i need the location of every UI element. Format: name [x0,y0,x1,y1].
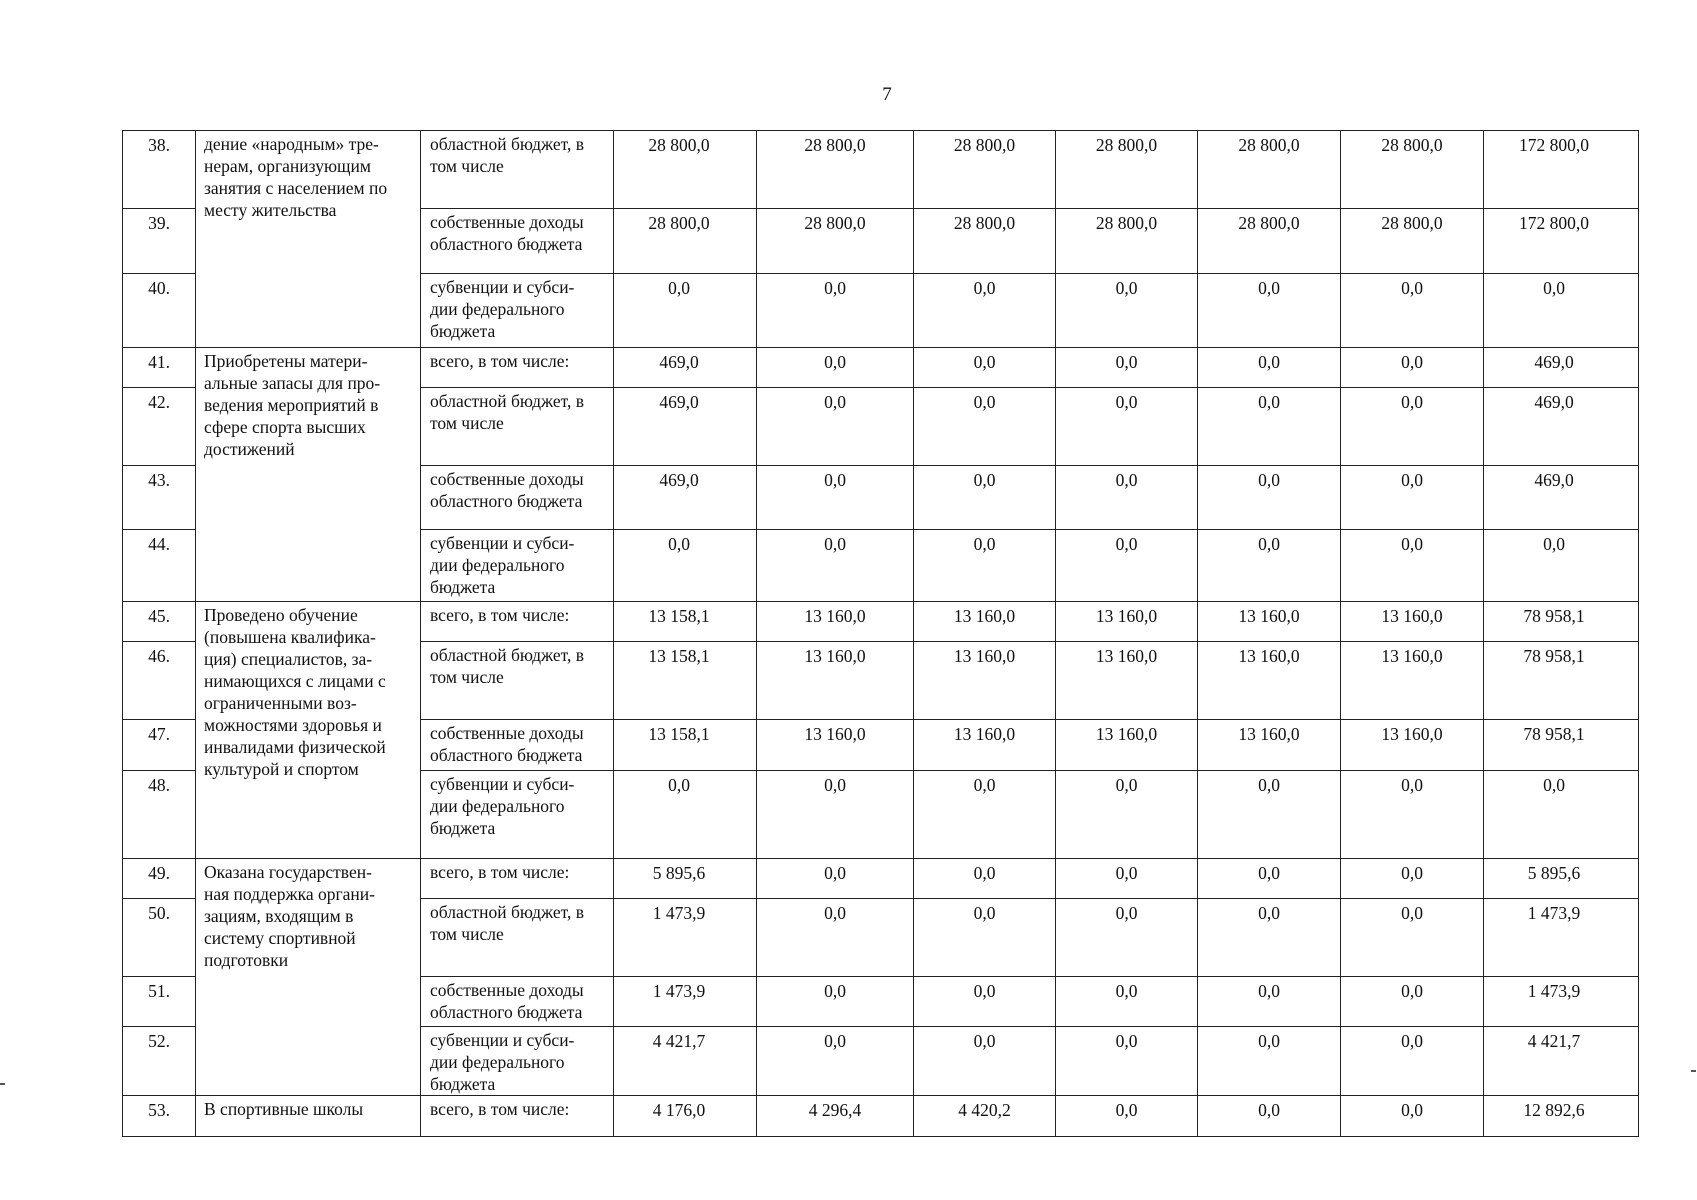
value-cell: 0,0 [1198,1096,1341,1137]
funding-source: собственные доходы областного бюджета [421,977,614,1027]
value-total: 1 473,9 [1484,977,1639,1027]
funding-source: собственные доходы областного бюджета [421,209,614,274]
value-cell: 13 160,0 [914,602,1056,642]
value-cell: 28 800,0 [614,209,757,274]
table-row [123,131,1639,209]
table-row [123,348,1639,388]
row-number: 47. [123,720,196,771]
value-cell: 0,0 [914,348,1056,388]
funding-source: собственные доходы областного бюджета [421,466,614,530]
value-cell: 0,0 [1198,1027,1341,1096]
value-cell: 13 160,0 [1056,642,1198,720]
row-number: 45. [123,602,196,642]
value-cell: 13 160,0 [757,642,914,720]
value-cell: 0,0 [757,899,914,977]
value-total: 12 892,6 [1484,1096,1639,1137]
row-number: 50. [123,899,196,977]
value-cell: 0,0 [757,274,914,348]
value-cell: 0,0 [1341,771,1484,859]
value-cell: 0,0 [614,274,757,348]
value-total: 78 958,1 [1484,602,1639,642]
value-cell: 13 160,0 [1056,602,1198,642]
row-number: 53. [123,1096,196,1137]
row-number: 41. [123,348,196,388]
value-cell: 0,0 [1056,859,1198,899]
funding-source: областной бюджет, в том числе [421,131,614,209]
funding-source: всего, в том числе: [421,859,614,899]
value-cell: 0,0 [914,530,1056,602]
row-number: 39. [123,209,196,274]
value-cell: 0,0 [1056,348,1198,388]
value-cell: 0,0 [1198,977,1341,1027]
value-cell: 0,0 [1341,1027,1484,1096]
scan-mark-left [0,1083,5,1085]
value-cell: 13 160,0 [757,602,914,642]
activity-description: дение «народным» тре- нерам, организующим занятия с населением по месту жительства [196,131,421,348]
value-cell: 0,0 [914,1027,1056,1096]
value-cell: 0,0 [757,771,914,859]
funding-source: собственные доходы областного бюджета [421,720,614,771]
value-total: 5 895,6 [1484,859,1639,899]
funding-source: всего, в том числе: [421,602,614,642]
value-cell: 13 160,0 [914,720,1056,771]
funding-source: субвенции и субси- дии федерального бюджета [421,274,614,348]
value-cell: 4 421,7 [614,1027,757,1096]
value-cell: 0,0 [1056,274,1198,348]
value-cell: 1 473,9 [614,977,757,1027]
value-cell: 0,0 [1341,348,1484,388]
value-total: 0,0 [1484,530,1639,602]
row-number: 52. [123,1027,196,1096]
row-number: 51. [123,977,196,1027]
value-cell: 469,0 [614,466,757,530]
activity-description: В спортивные школы [196,1096,421,1137]
funding-source: областной бюджет, в том числе [421,388,614,466]
value-cell: 0,0 [1341,530,1484,602]
value-cell: 0,0 [614,771,757,859]
page-number: 7 [882,84,892,105]
value-total: 469,0 [1484,466,1639,530]
value-cell: 28 800,0 [914,131,1056,209]
value-cell: 5 895,6 [614,859,757,899]
value-cell: 0,0 [1341,1096,1484,1137]
table-row [123,602,1639,642]
value-cell: 28 800,0 [757,131,914,209]
value-cell: 0,0 [1341,859,1484,899]
scan-mark-right [1691,1070,1696,1072]
value-cell: 0,0 [1056,1027,1198,1096]
value-cell: 13 158,1 [614,720,757,771]
value-cell: 0,0 [757,859,914,899]
value-total: 78 958,1 [1484,642,1639,720]
value-cell: 0,0 [914,274,1056,348]
value-cell: 0,0 [1198,859,1341,899]
funding-source: всего, в том числе: [421,1096,614,1137]
value-cell: 0,0 [757,466,914,530]
row-number: 46. [123,642,196,720]
activity-description: Проведено обучение (повышена квалифика- ция) специалистов, за- нимающихся с лицами с ограниченными воз- можностями здоровья и инвалидами физической культурой и спортом [196,602,421,859]
value-total: 1 473,9 [1484,899,1639,977]
value-cell: 0,0 [757,530,914,602]
value-cell: 28 800,0 [757,209,914,274]
value-total: 0,0 [1484,771,1639,859]
value-cell: 13 160,0 [1341,602,1484,642]
funding-source: областной бюджет, в том числе [421,899,614,977]
budget-table [122,130,1639,1137]
row-number: 48. [123,771,196,859]
funding-source: субвенции и субси- дии федерального бюджета [421,530,614,602]
value-cell: 13 160,0 [1341,720,1484,771]
value-cell: 4 420,2 [914,1096,1056,1137]
value-cell: 0,0 [614,530,757,602]
row-number: 43. [123,466,196,530]
row-number: 40. [123,274,196,348]
value-cell: 0,0 [1198,530,1341,602]
value-cell: 0,0 [914,388,1056,466]
value-cell: 4 176,0 [614,1096,757,1137]
table-row [123,859,1639,899]
value-cell: 0,0 [1198,466,1341,530]
value-cell: 28 800,0 [1341,131,1484,209]
value-cell: 0,0 [1341,466,1484,530]
value-cell: 0,0 [1198,771,1341,859]
value-cell: 0,0 [914,899,1056,977]
value-cell: 0,0 [914,977,1056,1027]
activity-description: Приобретены матери- альные запасы для про- ведения мероприятий в сфере спорта высших достижений [196,348,421,602]
value-cell: 4 296,4 [757,1096,914,1137]
value-total: 469,0 [1484,348,1639,388]
value-total: 78 958,1 [1484,720,1639,771]
value-cell: 28 800,0 [1341,209,1484,274]
value-cell: 0,0 [1056,1096,1198,1137]
funding-source: субвенции и субси- дии федерального бюджета [421,1027,614,1096]
value-cell: 13 160,0 [1198,602,1341,642]
funding-source: субвенции и субси- дии федерального бюджета [421,771,614,859]
value-cell: 0,0 [1341,977,1484,1027]
value-total: 4 421,7 [1484,1027,1639,1096]
value-cell: 13 160,0 [1056,720,1198,771]
row-number: 44. [123,530,196,602]
value-cell: 0,0 [757,1027,914,1096]
row-number: 49. [123,859,196,899]
value-cell: 0,0 [1198,388,1341,466]
activity-description: Оказана государствен- ная поддержка органи- зациям, входящим в систему спортивной подготовки [196,859,421,1096]
value-cell: 0,0 [1341,899,1484,977]
value-cell: 13 160,0 [757,720,914,771]
value-total: 172 800,0 [1484,209,1639,274]
value-cell: 13 160,0 [1198,720,1341,771]
value-cell: 13 160,0 [1341,642,1484,720]
value-cell: 0,0 [757,348,914,388]
value-cell: 0,0 [1198,348,1341,388]
row-number: 38. [123,131,196,209]
value-cell: 469,0 [614,348,757,388]
value-cell: 13 160,0 [1198,642,1341,720]
value-cell: 13 160,0 [914,642,1056,720]
value-cell: 28 800,0 [1056,131,1198,209]
value-cell: 28 800,0 [1198,131,1341,209]
value-total: 172 800,0 [1484,131,1639,209]
value-cell: 0,0 [1198,899,1341,977]
value-cell: 0,0 [757,388,914,466]
value-cell: 13 158,1 [614,602,757,642]
value-cell: 28 800,0 [1198,209,1341,274]
value-cell: 0,0 [1056,466,1198,530]
value-cell: 0,0 [914,771,1056,859]
value-cell: 0,0 [1056,530,1198,602]
value-cell: 1 473,9 [614,899,757,977]
value-cell: 0,0 [1056,771,1198,859]
row-number: 42. [123,388,196,466]
value-cell: 0,0 [914,859,1056,899]
funding-source: всего, в том числе: [421,348,614,388]
value-cell: 0,0 [1056,899,1198,977]
value-cell: 0,0 [757,977,914,1027]
value-total: 0,0 [1484,274,1639,348]
value-cell: 0,0 [1198,274,1341,348]
value-cell: 0,0 [1341,388,1484,466]
value-cell: 28 800,0 [1056,209,1198,274]
value-cell: 13 158,1 [614,642,757,720]
value-total: 469,0 [1484,388,1639,466]
funding-source: областной бюджет, в том числе [421,642,614,720]
value-cell: 28 800,0 [914,209,1056,274]
value-cell: 0,0 [1056,977,1198,1027]
value-cell: 0,0 [1341,274,1484,348]
value-cell: 469,0 [614,388,757,466]
value-cell: 28 800,0 [614,131,757,209]
value-cell: 0,0 [914,466,1056,530]
table-row [123,1096,1639,1137]
value-cell: 0,0 [1056,388,1198,466]
